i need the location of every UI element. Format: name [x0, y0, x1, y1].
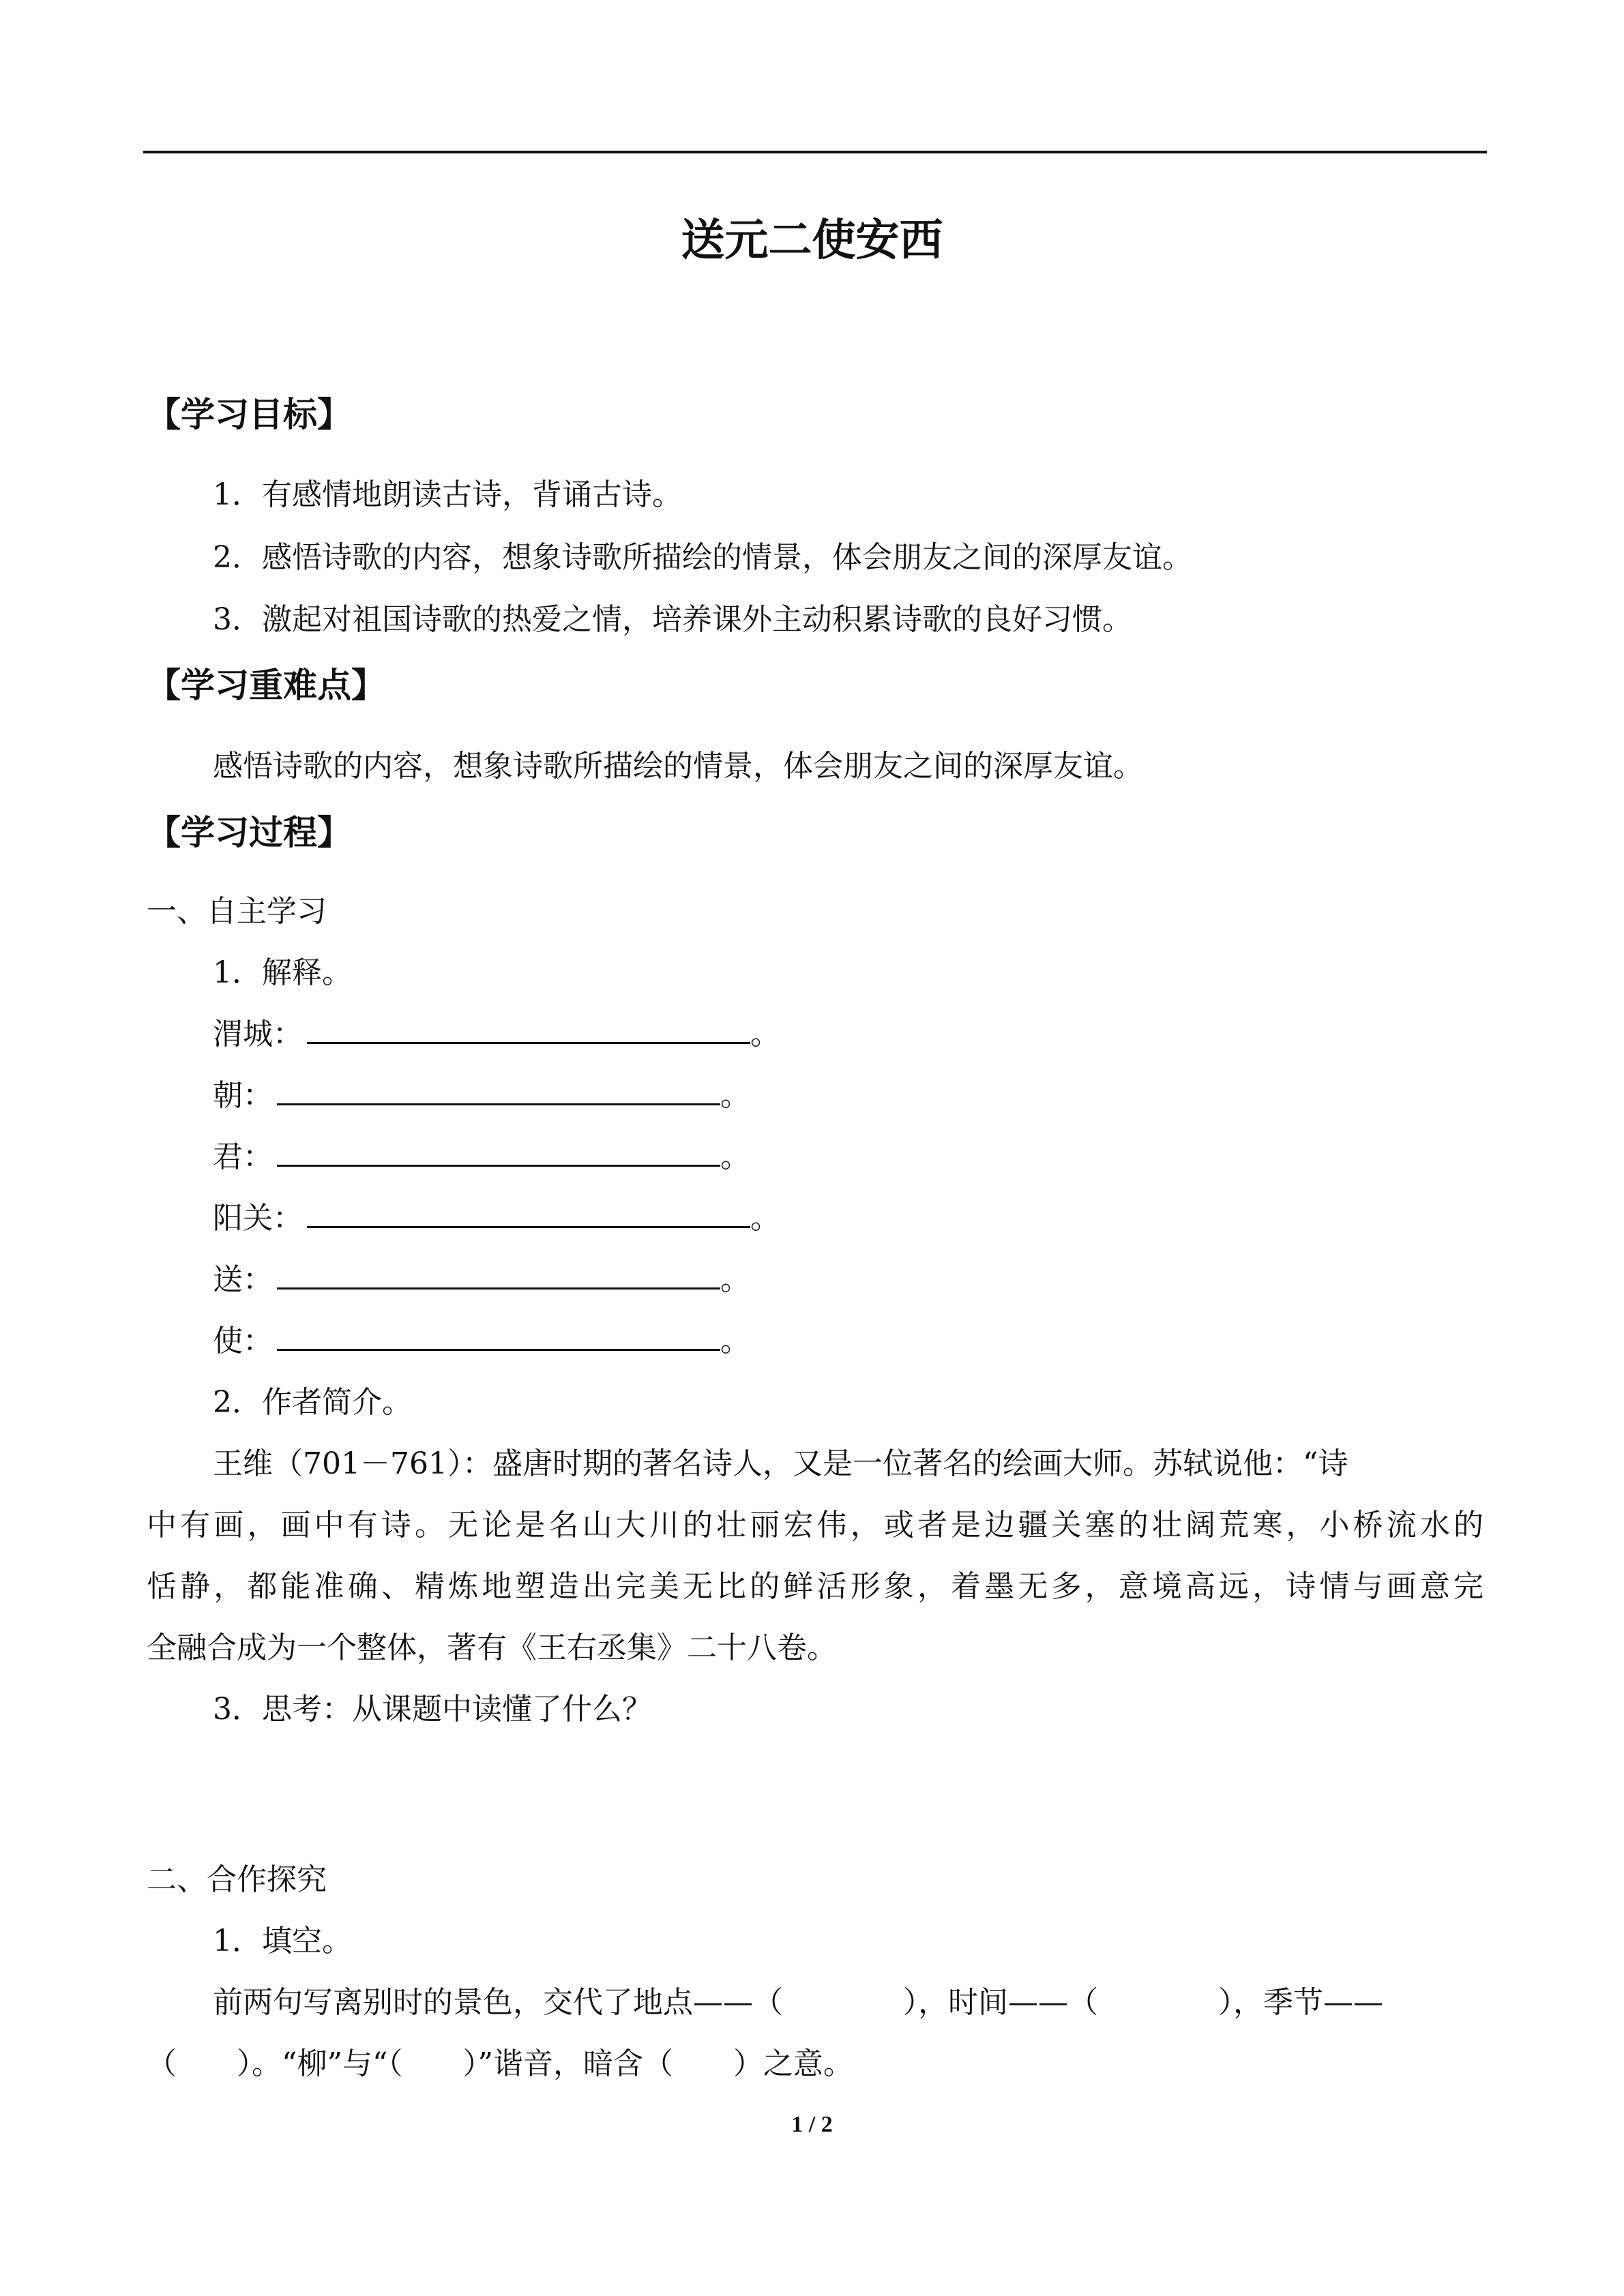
term-label: 渭城：	[213, 1017, 303, 1052]
term-row	[213, 1136, 750, 1178]
answer-blank[interactable]	[307, 1015, 750, 1044]
top-rule	[143, 151, 1487, 153]
term-row	[213, 1075, 750, 1117]
answer-blank[interactable]	[277, 1260, 720, 1289]
term-label: 阳关：	[213, 1201, 303, 1236]
term-end: 。	[720, 1139, 750, 1174]
objectives-heading: 【学习目标】	[147, 395, 351, 434]
fill-line-2: （ ）。“柳”与“（ ）”谐音，暗含（ ）之意。	[147, 2046, 853, 2081]
fill-line-1: 前两句写离别时的景色，交代了地点——（ ），时间——（ ），季节——	[213, 1985, 1383, 2020]
part1-q2-label: 2．作者简介。	[213, 1385, 412, 1420]
term-end: 。	[720, 1262, 750, 1297]
part2-title: 二、合作探究	[147, 1862, 327, 1897]
part1-q1-label: 1．解释。	[213, 955, 352, 990]
part1-title: 一、自主学习	[147, 894, 327, 929]
author-line-3: 恬静，都能准确、精炼地塑造出完美无比的鲜活形象，着墨无多，意境高远，诗情与画意完	[147, 1569, 1483, 1604]
author-line-1: 王维（701－761）：盛唐时期的著名诗人，又是一位著名的绘画大师。苏轼说他：“诗	[213, 1446, 1348, 1481]
author-line-4: 全融合成为一个整体，著有《王右丞集》二十八卷。	[147, 1630, 837, 1665]
key-points-text: 感悟诗歌的内容，想象诗歌所描绘的情景，体会朋友之间的深厚友谊。	[213, 749, 1143, 784]
objective-item-3: 3．激起对祖国诗歌的热爱之情，培养课外主动积累诗歌的良好习惯。	[213, 602, 1132, 637]
term-row	[213, 1013, 780, 1056]
term-row	[213, 1320, 750, 1362]
answer-blank[interactable]	[277, 1076, 720, 1105]
page-number: 1 / 2	[791, 2112, 833, 2137]
page-title: 送元二使安西	[681, 215, 943, 266]
objective-item-1: 1．有感情地朗读古诗，背诵古诗。	[213, 477, 682, 512]
term-label: 送：	[213, 1262, 273, 1297]
answer-blank[interactable]	[277, 1137, 720, 1167]
term-label: 使：	[213, 1324, 273, 1358]
objective-item-2: 2．感悟诗歌的内容，想象诗歌所描绘的情景，体会朋友之间的深厚友谊。	[213, 540, 1192, 575]
term-end: 。	[750, 1017, 780, 1052]
term-end: 。	[750, 1201, 780, 1236]
term-end: 。	[720, 1324, 750, 1358]
answer-blank[interactable]	[307, 1199, 750, 1228]
answer-blank[interactable]	[277, 1322, 720, 1351]
term-label: 君：	[213, 1139, 273, 1174]
part1-q3-label: 3．思考：从课题中读懂了什么？	[213, 1692, 652, 1727]
term-row	[213, 1197, 780, 1240]
term-end: 。	[720, 1078, 750, 1113]
term-label: 朝：	[213, 1078, 273, 1113]
key-points-heading: 【学习重难点】	[147, 666, 385, 705]
author-line-2: 中有画，画中有诗。无论是名山大川的壮丽宏伟，或者是边疆关塞的壮阔荒寒，小桥流水的	[147, 1508, 1483, 1542]
term-row	[213, 1259, 750, 1301]
part2-q1-label: 1．填空。	[213, 1924, 352, 1958]
process-heading: 【学习过程】	[147, 813, 351, 852]
